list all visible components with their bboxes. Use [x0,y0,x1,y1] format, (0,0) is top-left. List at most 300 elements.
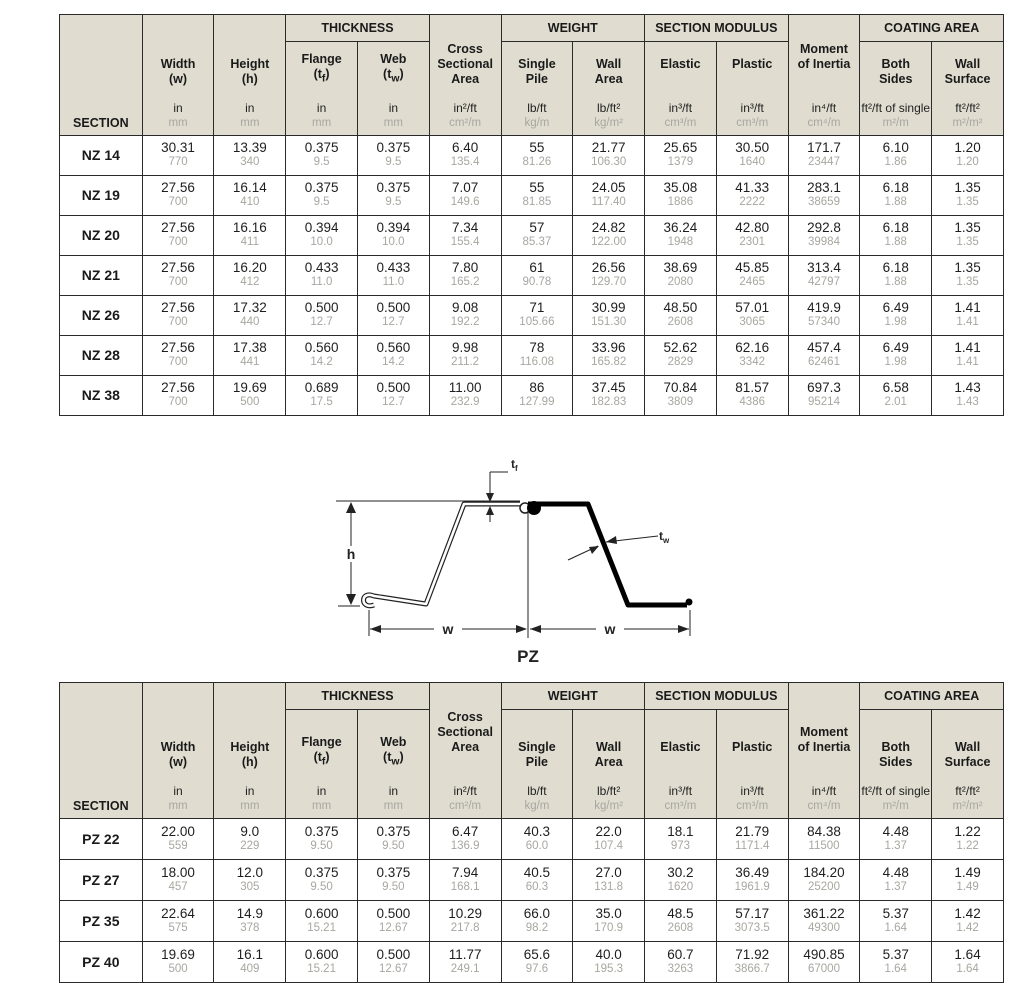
metric-value: 11.0 [382,276,405,288]
metric-value: 1171.4 [735,839,770,852]
imperial-value: 35.08 [663,180,698,195]
imperial-value: 22.64 [161,905,195,921]
table-row [60,335,1004,375]
value-cell [286,941,358,982]
metric-value: 700 [168,356,188,368]
value-cell [286,175,358,215]
value-cell [501,900,573,941]
imperial-value: 57.17 [735,905,770,921]
metric-value: 249.1 [450,962,480,975]
metric-value: 378 [240,921,260,934]
metric-value: 1.41 [956,316,979,328]
metric-value: 411 [240,236,259,248]
value-cell [860,295,932,335]
value-cell [716,375,788,415]
value-cell [716,135,788,175]
metric-value: 131.8 [594,880,624,893]
value-cell [573,818,645,859]
imperial-value: 6.49 [882,300,909,315]
metric-value: 107.4 [594,839,624,852]
value-cell [573,215,645,255]
imperial-value: 6.18 [882,260,909,275]
metric-value: 129.70 [591,276,627,288]
value-cell [142,215,214,255]
metric-value: 1.88 [884,276,907,288]
value-cell [788,215,860,255]
imperial-value: 6.10 [882,140,909,155]
metric-value: 2608 [667,921,694,934]
imperial-value: 0.600 [304,946,339,962]
value-cell [788,255,860,295]
value-cell [788,335,860,375]
value-cell [357,295,429,335]
group-header-weight: WEIGHT [501,15,645,42]
imperial-value: 0.689 [304,380,339,395]
imperial-value: 0.375 [304,180,339,195]
metric-value: 1379 [667,156,694,168]
value-cell [429,295,501,335]
group-header-section-modulus: SECTION MODULUS [645,683,789,710]
section-name-cell: NZ 21 [60,255,143,295]
w-right-arrow-icon-2 [678,625,689,633]
imperial-value: 361.22 [803,905,845,921]
table-row [60,255,1004,295]
imperial-value: 0.560 [376,340,411,355]
imperial-value: 57.01 [735,300,770,315]
metric-value: 440 [240,316,260,328]
metric-value: 3263 [667,962,694,975]
value-cell [214,255,286,295]
value-cell [645,900,717,941]
metric-value: 1620 [667,880,694,893]
imperial-value: 1.35 [954,220,981,235]
metric-value: 1640 [739,156,765,168]
imperial-value: 6.18 [882,220,909,235]
imperial-value: 0.394 [376,220,411,235]
metric-value: 500 [240,396,260,408]
col-header-plastic: Plastic in³/ft cm³/m [716,42,788,136]
left-pile-outline [364,504,521,606]
value-cell [645,941,717,982]
metric-value: 60.3 [525,880,549,893]
value-cell [214,375,286,415]
value-cell [932,255,1004,295]
metric-value: 1948 [667,236,694,248]
imperial-value: 38.69 [663,260,698,275]
imperial-value: 55 [529,140,545,155]
value-cell [429,900,501,941]
value-cell [286,255,358,295]
value-cell [429,175,501,215]
value-cell [860,375,932,415]
metric-value: 127.99 [519,396,555,408]
col-header-section: SECTION [60,42,143,136]
imperial-value: 0.500 [304,300,339,315]
metric-value: 38659 [807,196,840,208]
value-cell [286,215,358,255]
metric-value: 770 [168,156,188,168]
imperial-value: 78 [529,340,545,355]
metric-value: 2301 [739,236,765,248]
metric-value: 3866.7 [734,962,770,975]
imperial-value: 0.394 [304,220,339,235]
metric-value: 1886 [667,196,694,208]
value-cell [645,375,717,415]
value-cell [645,335,717,375]
value-cell [357,255,429,295]
table-row [60,295,1004,335]
value-cell [501,295,573,335]
value-cell [501,255,573,295]
metric-value: 1.64 [884,921,907,934]
imperial-value: 71 [529,300,545,315]
imperial-value: 22.00 [161,823,195,839]
value-cell [716,255,788,295]
imperial-value: 48.50 [663,300,698,315]
imperial-value: 42.80 [735,220,770,235]
imperial-value: 86 [529,380,545,395]
imperial-value: 22.0 [595,823,622,839]
imperial-value: 1.41 [954,340,981,355]
col-header-wall-area: Wall Area lb/ft² kg/m² [573,42,645,136]
imperial-value: 24.82 [591,220,626,235]
metric-value: 211.2 [451,356,480,368]
metric-value: 973 [670,839,691,852]
metric-value: 60.0 [525,839,549,852]
value-cell [860,335,932,375]
imperial-value: 1.20 [954,140,981,155]
value-cell [501,941,573,982]
imperial-value: 24.05 [591,180,626,195]
section-name-cell: NZ 19 [60,175,143,215]
imperial-value: 9.08 [451,300,479,315]
imperial-value: 16.14 [232,180,267,195]
imperial-value: 60.7 [667,946,694,962]
value-cell [142,295,214,335]
metric-value: 1.49 [956,880,979,893]
metric-value: 81.85 [522,196,552,208]
value-cell [357,900,429,941]
metric-value: 575 [168,921,188,934]
imperial-value: 12.0 [236,864,263,880]
value-cell [286,900,358,941]
metric-value: 135.4 [450,156,480,168]
imperial-value: 6.47 [451,823,479,839]
imperial-value: 41.33 [735,180,770,195]
table-row [60,135,1004,175]
value-cell [214,295,286,335]
imperial-value: 7.80 [451,260,479,275]
table-row [60,375,1004,415]
imperial-value: 292.8 [807,220,841,235]
col-header-flange: Flange $(t_f)$ in mm [286,710,358,819]
tw-arrow-left-icon [589,546,599,554]
metric-value: 106.30 [591,156,627,168]
imperial-value: 21.77 [591,140,626,155]
imperial-value: 6.49 [882,340,909,355]
value-cell [214,215,286,255]
imperial-value: 57 [529,220,545,235]
imperial-value: 0.500 [376,946,411,962]
imperial-value: 40.0 [595,946,622,962]
col-header-flange: Flange $(t_f)$ in mm [286,42,358,136]
imperial-value: 30.2 [667,864,694,880]
metric-value: 14.2 [310,356,333,368]
value-cell [357,818,429,859]
imperial-value: 27.56 [161,180,195,195]
w-left-arrow-icon-2 [516,625,527,633]
value-cell [429,215,501,255]
metric-value: 9.50 [310,839,333,852]
metric-value: 1.22 [956,839,979,852]
imperial-value: 40.5 [523,864,551,880]
metric-value: 409 [240,962,260,975]
pz-section-diagram [330,450,710,672]
col-header-web: Web $(t_w)$ in mm [357,710,429,819]
metric-value: 9.5 [313,156,330,168]
metric-value: 170.9 [594,921,624,934]
value-cell [214,175,286,215]
value-cell [932,859,1004,900]
value-cell [573,375,645,415]
metric-value: 441 [240,356,260,368]
imperial-value: 6.18 [882,180,909,195]
metric-value: 117.40 [591,196,626,208]
col-header-single-pile: Single Pile lb/ft kg/m [501,42,573,136]
metric-value: 2080 [667,276,694,288]
value-cell [860,175,932,215]
w-label-right: w [604,621,616,637]
value-cell [932,818,1004,859]
imperial-value: 1.49 [954,864,981,880]
metric-value: 700 [168,276,188,288]
value-cell [573,335,645,375]
col-header-plastic: Plastic in³/ft cm³/m [716,710,788,819]
metric-value: 1.20 [956,156,979,168]
value-cell [429,335,501,375]
group-header-section-modulus: SECTION MODULUS [645,15,789,42]
value-cell [788,295,860,335]
table-row [60,215,1004,255]
metric-value: 1.41 [956,356,979,368]
value-cell [932,900,1004,941]
value-cell [573,941,645,982]
imperial-value: 70.84 [663,380,698,395]
imperial-value: 36.49 [735,864,770,880]
imperial-value: 66.0 [523,905,551,921]
metric-value: 1.64 [956,962,979,975]
value-cell [788,941,860,982]
imperial-value: 16.16 [232,220,267,235]
metric-value: 3342 [739,356,765,368]
imperial-value: 30.31 [161,140,195,155]
metric-value: 1.64 [884,962,907,975]
pz-spec-table [59,682,1004,983]
metric-value: 57340 [807,316,840,328]
w-label-left: w [442,621,454,637]
imperial-value: 7.07 [451,180,479,195]
imperial-value: 10.29 [448,905,483,921]
value-cell [142,175,214,215]
value-cell [286,295,358,335]
imperial-value: 419.9 [807,300,841,315]
value-cell [932,295,1004,335]
value-cell [214,859,286,900]
value-cell [645,215,717,255]
imperial-value: 25.65 [663,140,698,155]
metric-value: 9.50 [382,839,405,852]
value-cell [286,375,358,415]
metric-value: 2.01 [884,396,907,408]
metric-value: 3809 [667,396,694,408]
arrow-down-icon [346,594,356,605]
metric-value: 9.5 [385,196,402,208]
value-cell [860,900,932,941]
metric-value: 700 [168,396,188,408]
imperial-value: 30.50 [735,140,770,155]
section-name-cell: NZ 28 [60,335,143,375]
value-cell [573,175,645,215]
imperial-value: 0.375 [304,823,339,839]
group-header-thickness: THICKNESS [286,683,430,710]
col-header-web: Web $(t_w)$ in mm [357,42,429,136]
value-cell [716,335,788,375]
value-cell [645,295,717,335]
metric-value: 12.67 [378,962,408,975]
metric-value: 97.6 [525,962,549,975]
metric-value: 192.2 [450,316,480,328]
metric-value: 700 [168,316,188,328]
value-cell [501,335,573,375]
group-header-coating-area: COATING AREA [860,683,1004,710]
imperial-value: 283.1 [807,180,841,195]
group-header-thickness: THICKNESS [286,15,430,42]
metric-value: 1961.9 [734,880,770,893]
metric-value: 3065 [739,316,765,328]
imperial-value: 1.42 [954,905,981,921]
value-cell [214,941,286,982]
metric-value: 1.35 [956,276,979,288]
metric-value: 2222 [739,196,765,208]
value-cell [716,900,788,941]
metric-value: 81.26 [522,156,552,168]
value-cell [357,175,429,215]
section-name-cell: PZ 22 [60,818,143,859]
value-cell [788,900,860,941]
imperial-value: 40.3 [523,823,551,839]
metric-value: 42797 [807,276,840,288]
col-header-moment-of-inertia: Moment of Inertia in⁴/ft cm⁴/m [788,42,860,136]
metric-value: 85.37 [522,236,552,248]
metric-value: 559 [168,839,188,852]
value-cell [429,255,501,295]
imperial-value: 0.500 [376,905,411,921]
value-cell [716,215,788,255]
metric-value: 105.66 [519,316,555,328]
imperial-value: 37.45 [591,380,626,395]
imperial-value: 1.35 [954,180,981,195]
imperial-value: 55 [529,180,545,195]
imperial-value: 19.69 [232,380,267,395]
value-cell [142,900,214,941]
metric-value: 195.3 [594,962,624,975]
metric-value: 4386 [739,396,765,408]
value-cell [142,375,214,415]
section-name-cell: NZ 20 [60,215,143,255]
value-cell [788,375,860,415]
right-pile-solid [528,504,687,605]
value-cell [429,375,501,415]
metric-value: 1.98 [884,356,907,368]
value-cell [357,335,429,375]
metric-value: 2608 [667,316,694,328]
imperial-value: 7.34 [451,220,479,235]
value-cell [286,859,358,900]
imperial-value: 84.38 [807,823,841,839]
col-header-wall-area: Wall Area lb/ft² kg/m² [573,710,645,819]
value-cell [716,941,788,982]
imperial-value: 5.37 [882,946,909,962]
imperial-value: 27.56 [161,260,195,275]
imperial-value: 18.00 [161,864,195,880]
metric-value: 500 [168,962,188,975]
col-header-wall-surface: Wall Surface ft²/ft² m²/m² [932,42,1004,136]
col-header-moment-of-inertia: Moment of Inertia in⁴/ft cm⁴/m [788,710,860,819]
value-cell [716,175,788,215]
metric-value: 39984 [807,236,840,248]
value-cell [357,215,429,255]
value-cell [788,135,860,175]
value-cell [932,941,1004,982]
value-cell [788,859,860,900]
metric-value: 12.7 [382,396,405,408]
metric-value: 12.67 [378,921,408,934]
metric-value: 305 [240,880,260,893]
arrow-up-icon [346,502,356,513]
value-cell [860,859,932,900]
imperial-value: 16.1 [236,946,263,962]
metric-value: 412 [240,276,260,288]
value-cell [573,255,645,295]
value-cell [214,135,286,175]
value-cell [501,375,573,415]
metric-value: 1.88 [884,196,907,208]
group-header-coating-area: COATING AREA [860,15,1004,42]
imperial-value: 171.7 [807,140,841,155]
col-header-single-pile: Single Pile lb/ft kg/m [501,710,573,819]
metric-value: 62461 [807,356,840,368]
metric-value: 10.0 [382,236,405,248]
imperial-value: 27.0 [595,864,622,880]
value-cell [716,818,788,859]
metric-value: 151.30 [591,316,627,328]
imperial-value: 1.64 [954,946,981,962]
h-label: h [346,546,356,562]
table-row [60,818,1004,859]
value-cell [645,135,717,175]
metric-value: 9.5 [313,196,330,208]
diagram-caption: PZ [517,647,539,666]
imperial-value: 45.85 [735,260,770,275]
value-cell [645,859,717,900]
metric-value: 217.8 [450,921,480,934]
imperial-value: 35.0 [595,905,622,921]
w-left-arrow-icon [370,625,381,633]
metric-value: 14.2 [382,356,405,368]
imperial-value: 27.56 [161,340,195,355]
imperial-value: 0.560 [304,340,339,355]
imperial-value: 0.375 [304,864,339,880]
